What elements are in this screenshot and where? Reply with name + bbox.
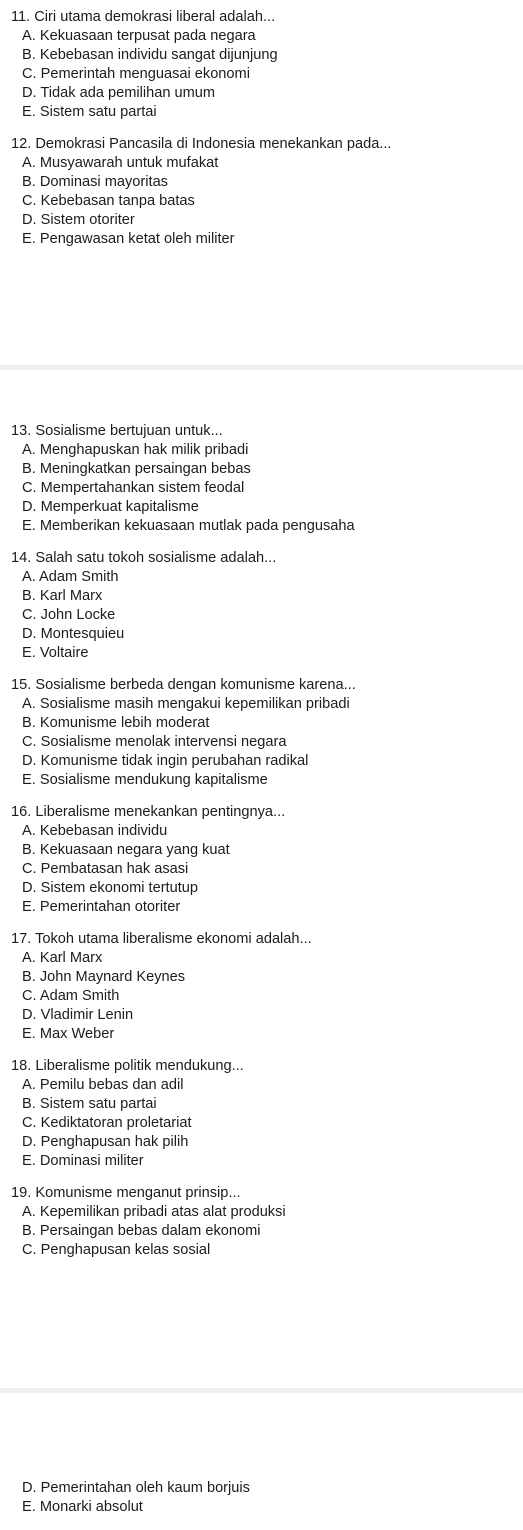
answer-option: D. Sistem otoriter bbox=[22, 212, 135, 228]
answer-option: B. Sistem satu partai bbox=[22, 1096, 157, 1112]
answer-option: D. Komunisme tidak ingin perubahan radikal bbox=[22, 753, 309, 769]
answer-option: E. Max Weber bbox=[22, 1026, 115, 1042]
answer-option: C. Adam Smith bbox=[22, 988, 120, 1004]
answer-option: D. Sistem ekonomi tertutup bbox=[22, 880, 199, 896]
answer-option: A. Kepemilikan pribadi atas alat produksi bbox=[22, 1204, 286, 1220]
answer-option: A. Karl Marx bbox=[22, 950, 103, 966]
answer-option: B. Meningkatkan persaingan bebas bbox=[22, 461, 251, 477]
answer-option: E. Sosialisme mendukung kapitalisme bbox=[22, 772, 268, 788]
question-text: 11. Ciri utama demokrasi liberal adalah... bbox=[11, 9, 276, 25]
answer-option: E. Monarki absolut bbox=[22, 1499, 143, 1515]
answer-option: B. Karl Marx bbox=[22, 588, 103, 604]
answer-option: E. Pemerintahan otoriter bbox=[22, 899, 181, 915]
question-text: 16. Liberalisme menekankan pentingnya... bbox=[11, 804, 286, 820]
answer-option: A. Pemilu bebas dan adil bbox=[22, 1077, 184, 1093]
answer-option: C. John Locke bbox=[22, 607, 116, 623]
answer-option: A. Musyawarah untuk mufakat bbox=[22, 155, 219, 171]
question-text: 19. Komunisme menganut prinsip... bbox=[11, 1185, 241, 1201]
answer-option: C. Kebebasan tanpa batas bbox=[22, 193, 195, 209]
answer-option: D. Penghapusan hak pilih bbox=[22, 1134, 189, 1150]
answer-option: C. Kediktatoran proletariat bbox=[22, 1115, 192, 1131]
question-text: 14. Salah satu tokoh sosialisme adalah... bbox=[11, 550, 277, 566]
answer-option: C. Sosialisme menolak intervensi negara bbox=[22, 734, 287, 750]
question-item bbox=[0, 8, 523, 122]
answer-option: B. Dominasi mayoritas bbox=[22, 174, 168, 190]
answer-option: E. Pengawasan ketat oleh militer bbox=[22, 231, 235, 247]
answer-option: D. Pemerintahan oleh kaum borjuis bbox=[22, 1480, 250, 1496]
question-item bbox=[0, 676, 523, 790]
answer-option: D. Tidak ada pemilihan umum bbox=[22, 85, 216, 101]
question-text: 18. Liberalisme politik mendukung... bbox=[11, 1058, 244, 1074]
question-item bbox=[0, 1057, 523, 1171]
question-text: 17. Tokoh utama liberalisme ekonomi adalah... bbox=[11, 931, 312, 947]
question-text: 15. Sosialisme berbeda dengan komunisme karena... bbox=[11, 677, 356, 693]
answer-option: A. Kebebasan individu bbox=[22, 823, 168, 839]
question-item bbox=[0, 1184, 523, 1260]
answer-option: C. Pembatasan hak asasi bbox=[22, 861, 189, 877]
answer-option: E. Dominasi militer bbox=[22, 1153, 144, 1169]
answer-option: E. Voltaire bbox=[22, 645, 89, 661]
answer-option: A. Adam Smith bbox=[22, 569, 119, 585]
question-item bbox=[0, 1479, 523, 1517]
page-divider bbox=[0, 365, 523, 370]
answer-option: A. Menghapuskan hak milik pribadi bbox=[22, 442, 249, 458]
answer-option: B. Kekuasaan negara yang kuat bbox=[22, 842, 230, 858]
answer-option: D. Memperkuat kapitalisme bbox=[22, 499, 199, 515]
question-item bbox=[0, 422, 523, 536]
answer-option: E. Sistem satu partai bbox=[22, 104, 157, 120]
answer-option: D. Montesquieu bbox=[22, 626, 125, 642]
question-section-3 bbox=[0, 1479, 523, 1530]
answer-option: A. Sosialisme masih mengakui kepemilikan pribadi bbox=[22, 696, 350, 712]
answer-option: E. Memberikan kekuasaan mutlak pada pengusaha bbox=[22, 518, 355, 534]
question-item bbox=[0, 930, 523, 1044]
answer-option: B. Komunisme lebih moderat bbox=[22, 715, 210, 731]
answer-option: D. Vladimir Lenin bbox=[22, 1007, 134, 1023]
answer-option: C. Penghapusan kelas sosial bbox=[22, 1242, 211, 1258]
page-divider bbox=[0, 1388, 523, 1393]
question-text: 13. Sosialisme bertujuan untuk... bbox=[11, 423, 223, 439]
answer-option: C. Pemerintah menguasai ekonomi bbox=[22, 66, 250, 82]
question-section-1 bbox=[0, 8, 523, 262]
answer-option: B. Kebebasan individu sangat dijunjung bbox=[22, 47, 278, 63]
question-section-2 bbox=[0, 422, 523, 1273]
answer-option: B. John Maynard Keynes bbox=[22, 969, 186, 985]
answer-option: C. Mempertahankan sistem feodal bbox=[22, 480, 245, 496]
question-item bbox=[0, 135, 523, 249]
answer-option: B. Persaingan bebas dalam ekonomi bbox=[22, 1223, 261, 1239]
question-item bbox=[0, 549, 523, 663]
question-text: 12. Demokrasi Pancasila di Indonesia menekankan pada... bbox=[11, 136, 392, 152]
answer-option: A. Kekuasaan terpusat pada negara bbox=[22, 28, 256, 44]
question-item bbox=[0, 803, 523, 917]
